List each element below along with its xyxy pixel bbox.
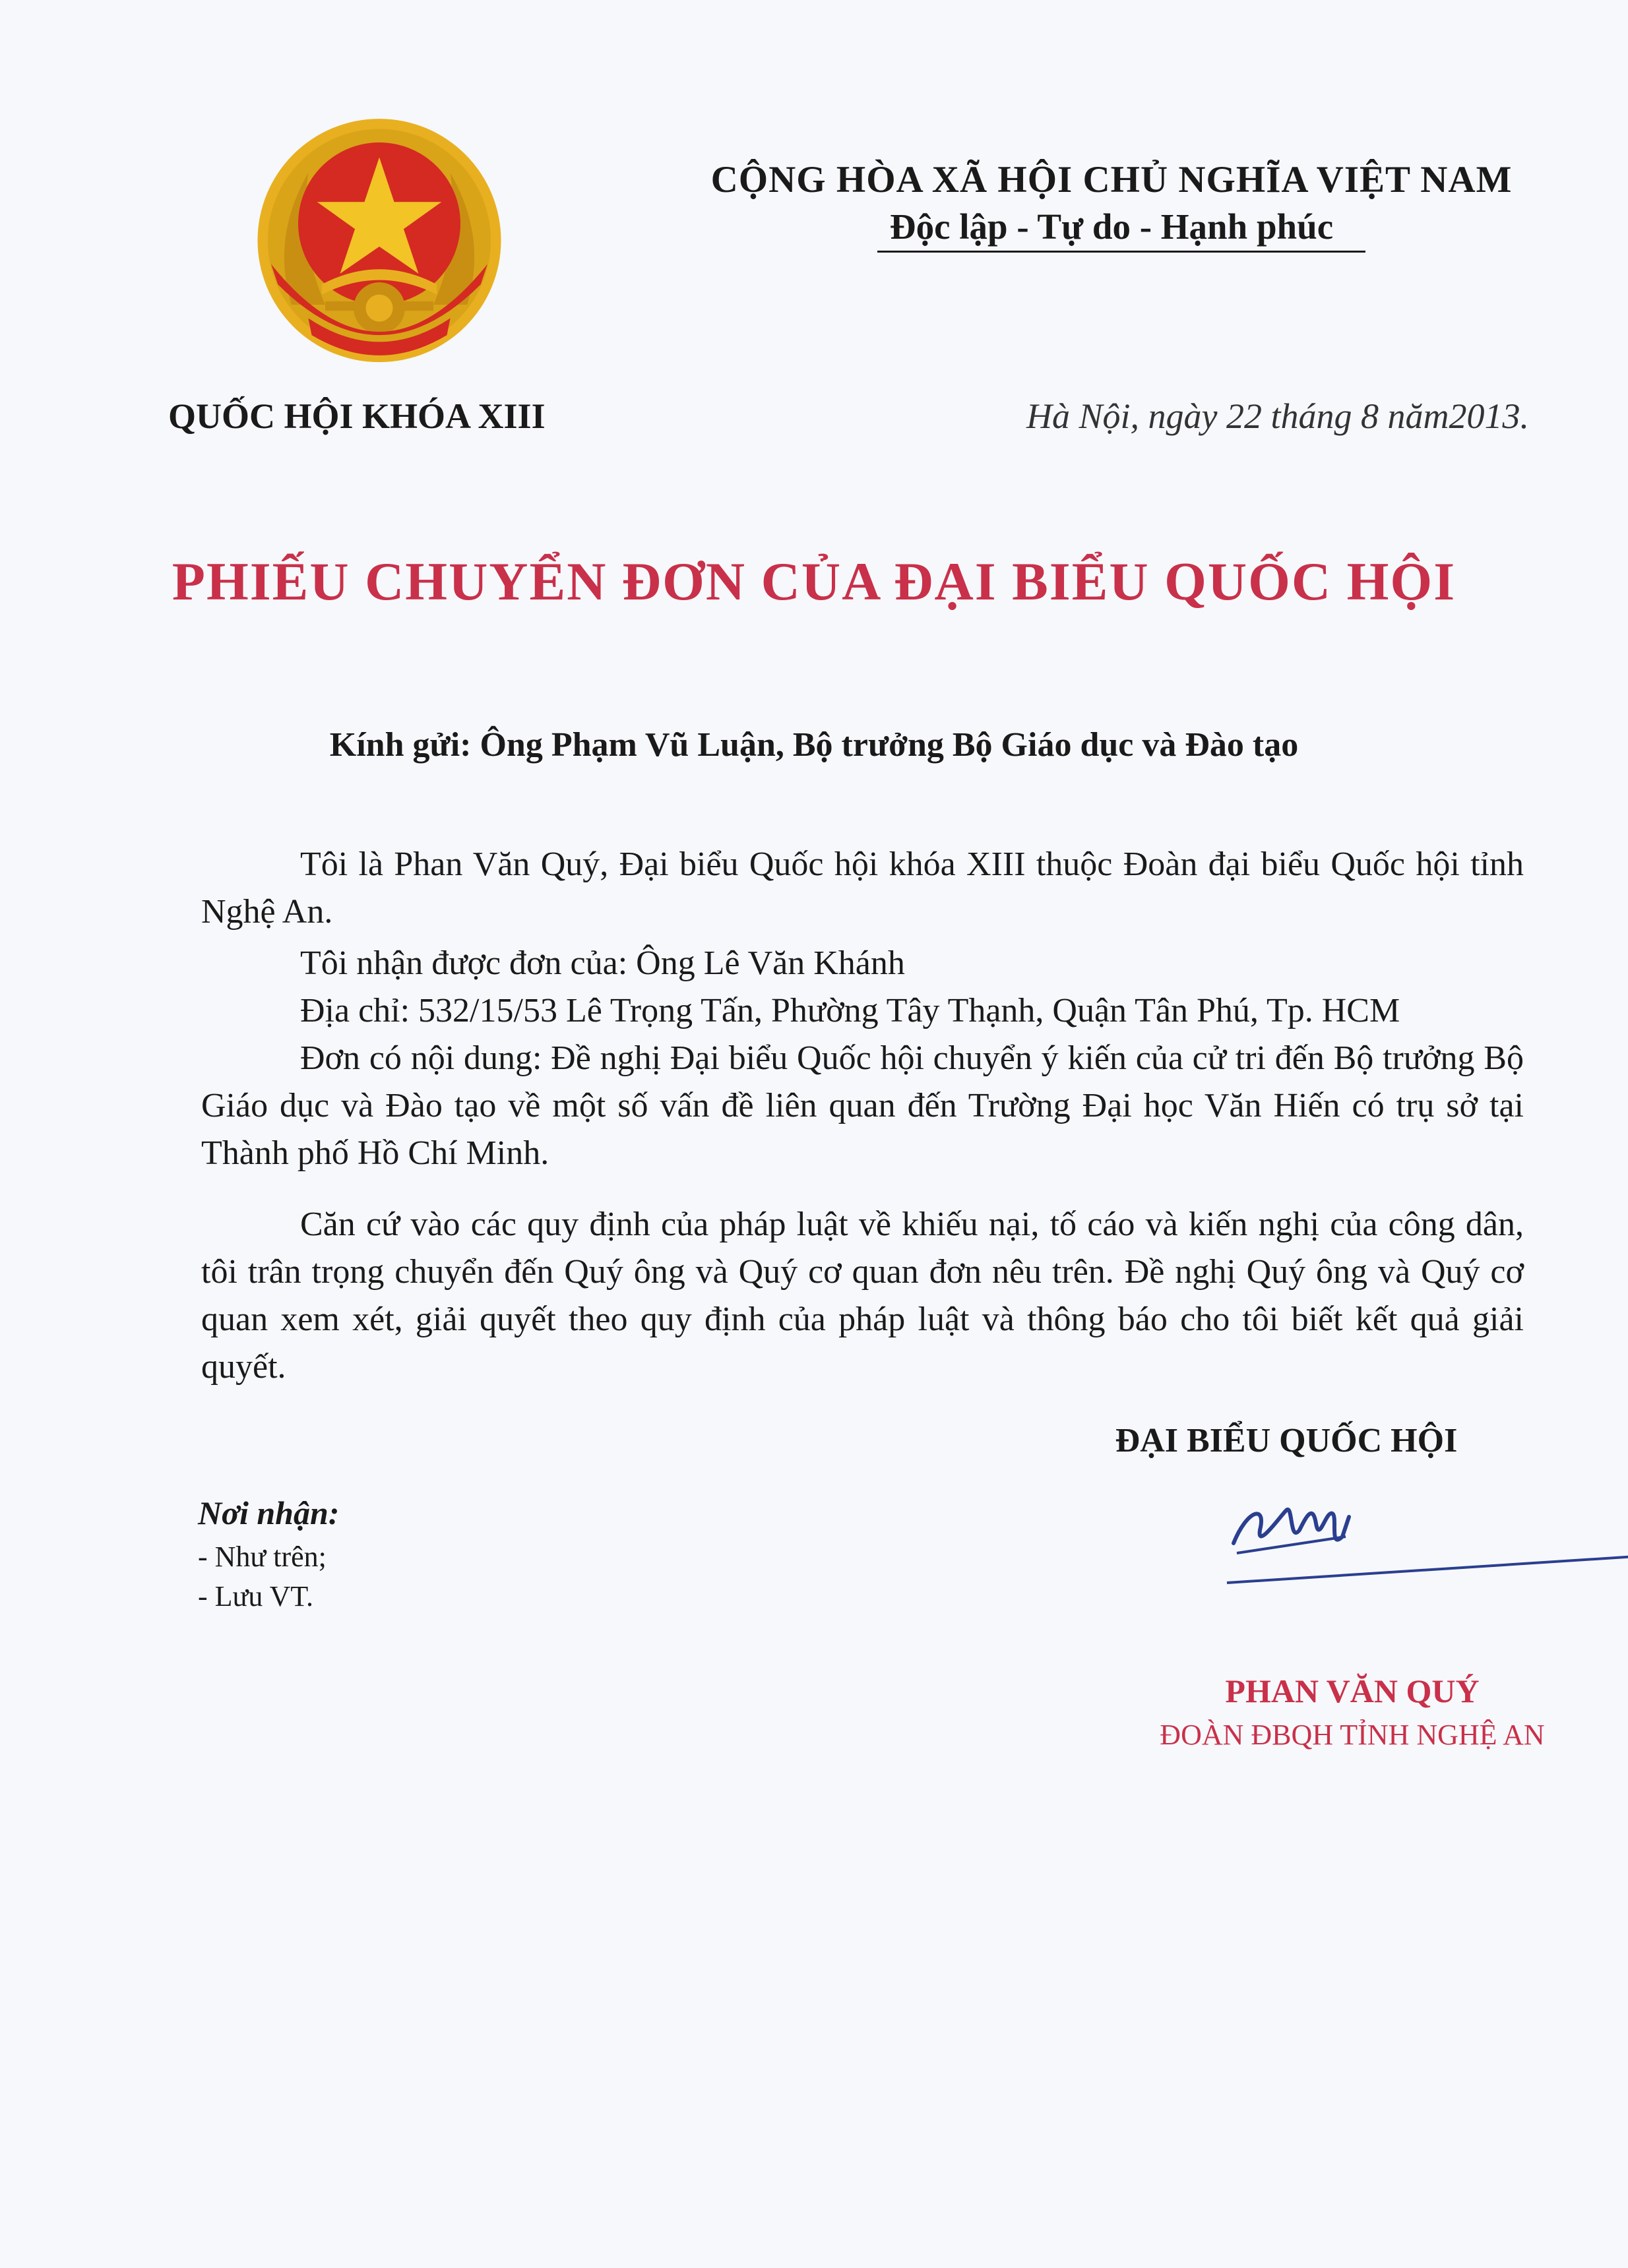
signer-name: PHAN VĂN QUÝ (1225, 1672, 1480, 1709)
document-title: PHIẾU CHUYỂN ĐƠN CỦA ĐẠI BIỂU QUỐC HỘI (172, 551, 1456, 611)
handwritten-signature-icon (1220, 1490, 1628, 1589)
body-paragraph: Đơn có nội dung: Đề nghị Đại biểu Quốc hội chuyển ý kiến của cử tri đến Bộ trưởng Bộ Giáo dục và Đào tạo về một số vấn đề liên quan đến Trường Đại học Văn Hiến có trụ sở tại Thành phố Hồ Chí Minh. (201, 1039, 1524, 1172)
vietnam-national-emblem-icon (244, 115, 515, 386)
body-paragraph: Tôi là Phan Văn Quý, Đại biểu Quốc hội khóa XIII thuộc Đoàn đại biểu Quốc hội tỉnh Nghệ An. (201, 845, 1524, 931)
recipients-item: - Lưu VT. (198, 1580, 313, 1612)
signature-title: ĐẠI BIỂU QUỐC HỘI (1115, 1422, 1458, 1459)
recipients-item: - Như trên; (198, 1541, 327, 1573)
motto-underline (877, 251, 1365, 253)
document-body (201, 841, 1524, 1391)
recipient-line: Kính gửi: Ông Phạm Vũ Luận, Bộ trưởng Bộ Giáo dục và Đào tạo (329, 726, 1299, 764)
signer-unit: ĐOÀN ĐBQH TỈNH NGHỆ AN (1160, 1719, 1545, 1751)
nation-heading: CỘNG HÒA XÃ HỘI CHỦ NGHĨA VIỆT NAM (710, 159, 1513, 200)
motto: Độc lập - Tự do - Hạnh phúc (889, 206, 1334, 247)
body-paragraph: Địa chỉ: 532/15/53 Lê Trọng Tấn, Phường Tây Thạnh, Quận Tân Phú, Tp. HCM (300, 992, 1400, 1029)
organization-name: QUỐC HỘI KHÓA XIII (168, 396, 546, 436)
recipients-label: Nơi nhận: (198, 1494, 340, 1531)
document-date: Hà Nội, ngày 22 tháng 8 năm2013. (1026, 396, 1529, 436)
body-paragraph: Tôi nhận được đơn của: Ông Lê Văn Khánh (300, 944, 905, 982)
body-paragraph: Căn cứ vào các quy định của pháp luật về khiếu nại, tố cáo và kiến nghị của công dân, tôi trân trọng chuyển đến Quý ông và Quý cơ quan đơn nêu trên. Đề nghị Quý ông và Quý cơ quan xem xét, giải quyết theo quy định của pháp luật và thông báo cho tôi biết kết quả giải quyết. (201, 1206, 1524, 1386)
